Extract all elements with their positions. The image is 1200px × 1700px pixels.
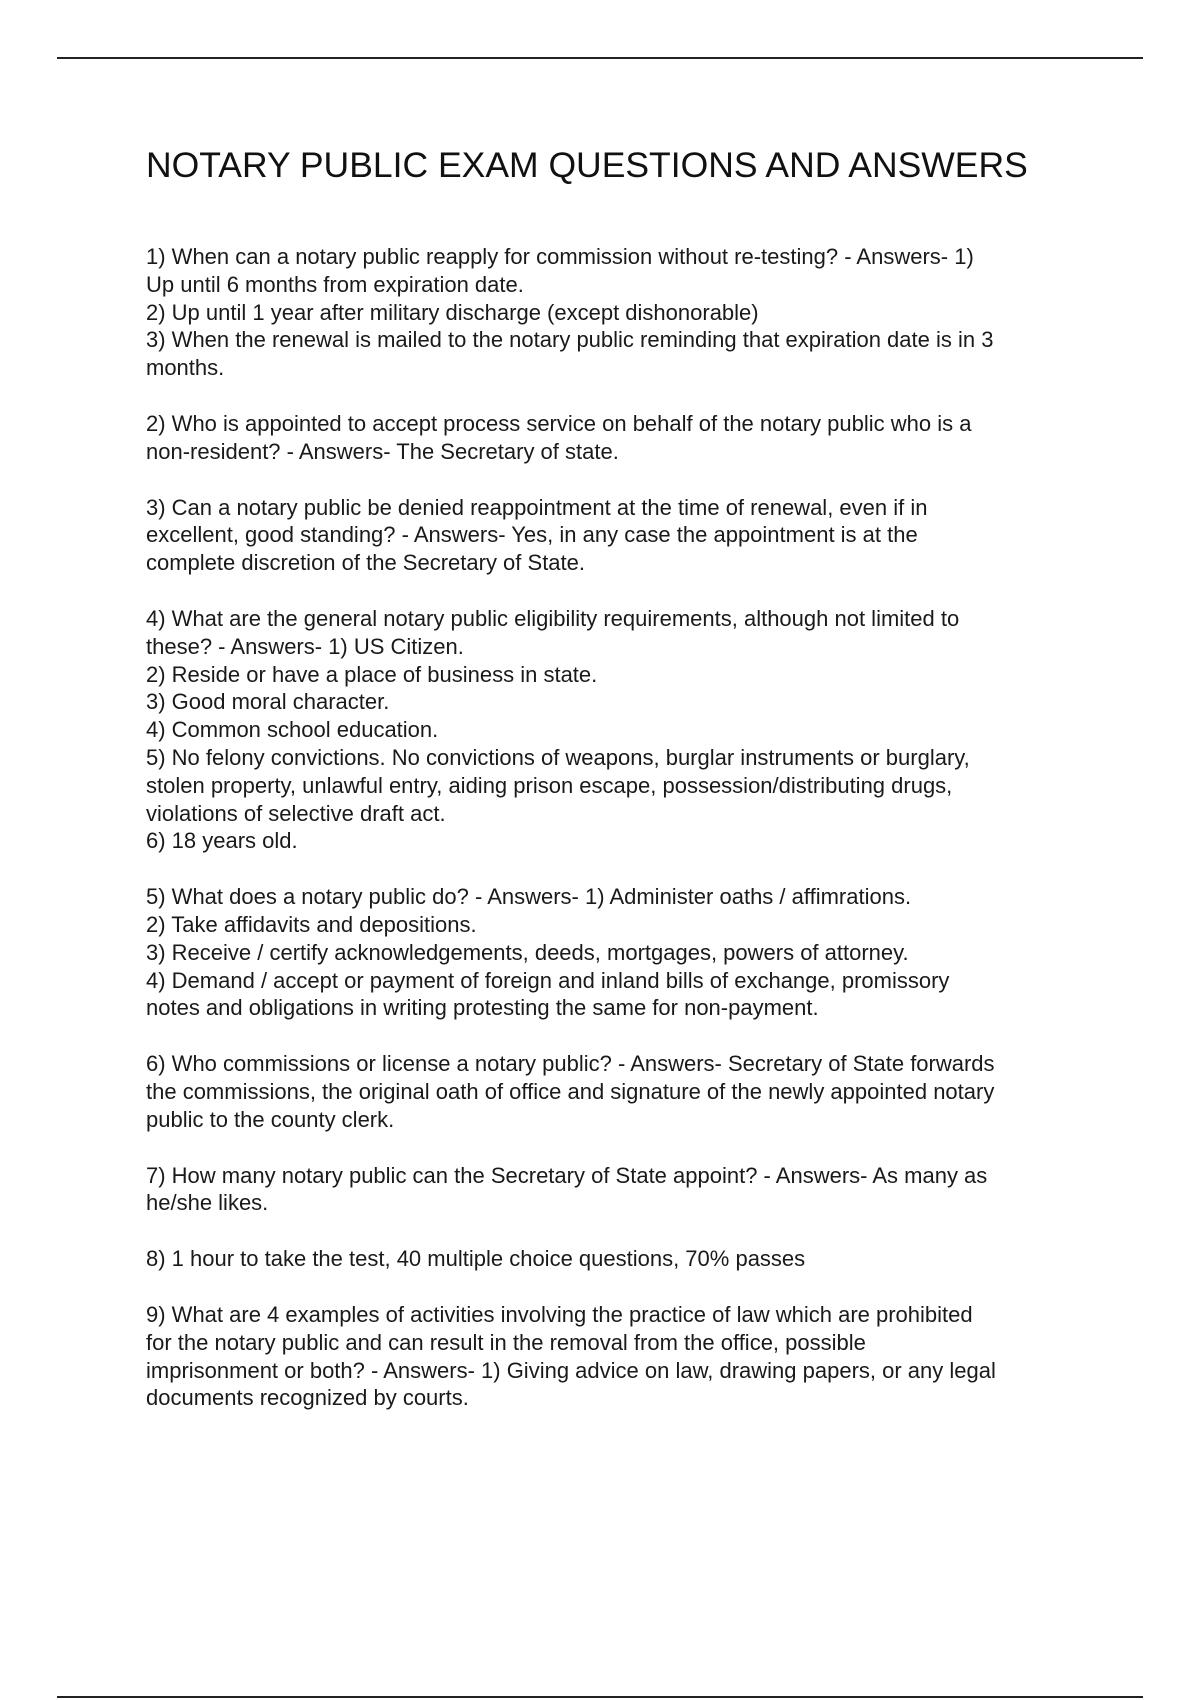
qa-block	[146, 1245, 1106, 1273]
qa-text-line: 2) Reside or have a place of business in state.	[146, 661, 598, 687]
qa-block	[146, 883, 1106, 1022]
qa-text-line: months.	[146, 355, 225, 381]
qa-text-line: 4) Demand / accept or payment of foreign and inland bills of exchange, promissory	[146, 967, 950, 993]
qa-text-line: 7) How many notary public can the Secretary of State appoint? - Answers- As many as	[146, 1162, 988, 1188]
qa-text-line: these? - Answers- 1) US Citizen.	[146, 633, 464, 659]
qa-block	[146, 410, 1106, 466]
qa-text-line: 6) Who commissions or license a notary public? - Answers- Secretary of State forwards	[146, 1051, 995, 1077]
qa-text-line: 2) Who is appointed to accept process service on behalf of the notary public who is a	[146, 410, 972, 436]
qa-text-line: excellent, good standing? - Answers- Yes, in any case the appointment is at the	[146, 522, 918, 548]
qa-list	[146, 243, 1106, 1440]
qa-block	[146, 494, 1106, 577]
qa-text-line: 9) What are 4 examples of activities involving the practice of law which are prohibited	[146, 1301, 973, 1327]
qa-text-line: he/she likes.	[146, 1190, 269, 1216]
qa-text-line: notes and obligations in writing protesting the same for non-payment.	[146, 995, 819, 1021]
top-divider	[57, 57, 1143, 59]
qa-text-line: 6) 18 years old.	[146, 828, 298, 854]
qa-block	[146, 1050, 1106, 1133]
qa-text-line: 3) Receive / certify acknowledgements, deeds, mortgages, powers of attorney.	[146, 939, 909, 965]
qa-block	[146, 1162, 1106, 1218]
qa-text-line: 5) What does a notary public do? - Answers- 1) Administer oaths / affimrations.	[146, 884, 912, 910]
qa-text-line: the commissions, the original oath of office and signature of the newly appointed notary	[146, 1078, 995, 1104]
qa-text-line: 3) When the renewal is mailed to the notary public reminding that expiration date is in 3	[146, 327, 994, 353]
bottom-divider	[57, 1696, 1143, 1698]
qa-text-line: 2) Take affidavits and depositions.	[146, 911, 477, 937]
qa-text-line: 4) What are the general notary public eligibility requirements, although not limited to	[146, 605, 960, 631]
qa-block	[146, 243, 1106, 382]
qa-text-line: 2) Up until 1 year after military discharge (except dishonorable)	[146, 299, 759, 325]
qa-text-line: 8) 1 hour to take the test, 40 multiple choice questions, 70% passes	[146, 1246, 806, 1272]
qa-text-line: 5) No felony convictions. No convictions of weapons, burglar instruments or burglary,	[146, 744, 970, 770]
page-title: NOTARY PUBLIC EXAM QUESTIONS AND ANSWERS	[146, 145, 1028, 185]
qa-text-line: 3) Good moral character.	[146, 689, 390, 715]
qa-text-line: violations of selective draft act.	[146, 800, 446, 826]
qa-text-line: documents recognized by courts.	[146, 1385, 469, 1411]
qa-text-line: public to the county clerk.	[146, 1106, 395, 1132]
qa-text-line: 3) Can a notary public be denied reappointment at the time of renewal, even if in	[146, 494, 928, 520]
qa-text-line: complete discretion of the Secretary of State.	[146, 550, 586, 576]
qa-text-line: for the notary public and can result in the removal from the office, possible	[146, 1329, 866, 1355]
qa-block	[146, 605, 1106, 855]
qa-text-line: imprisonment or both? - Answers- 1) Giving advice on law, drawing papers, or any legal	[146, 1357, 996, 1383]
qa-text-line: stolen property, unlawful entry, aiding prison escape, possession/distributing drugs,	[146, 772, 953, 798]
qa-text-line: Up until 6 months from expiration date.	[146, 271, 524, 297]
qa-text-line: non-resident? - Answers- The Secretary of state.	[146, 438, 619, 464]
qa-text-line: 1) When can a notary public reapply for commission without re-testing? - Answers- 1)	[146, 244, 974, 269]
qa-block	[146, 1301, 1106, 1412]
qa-text-line: 4) Common school education.	[146, 717, 439, 743]
